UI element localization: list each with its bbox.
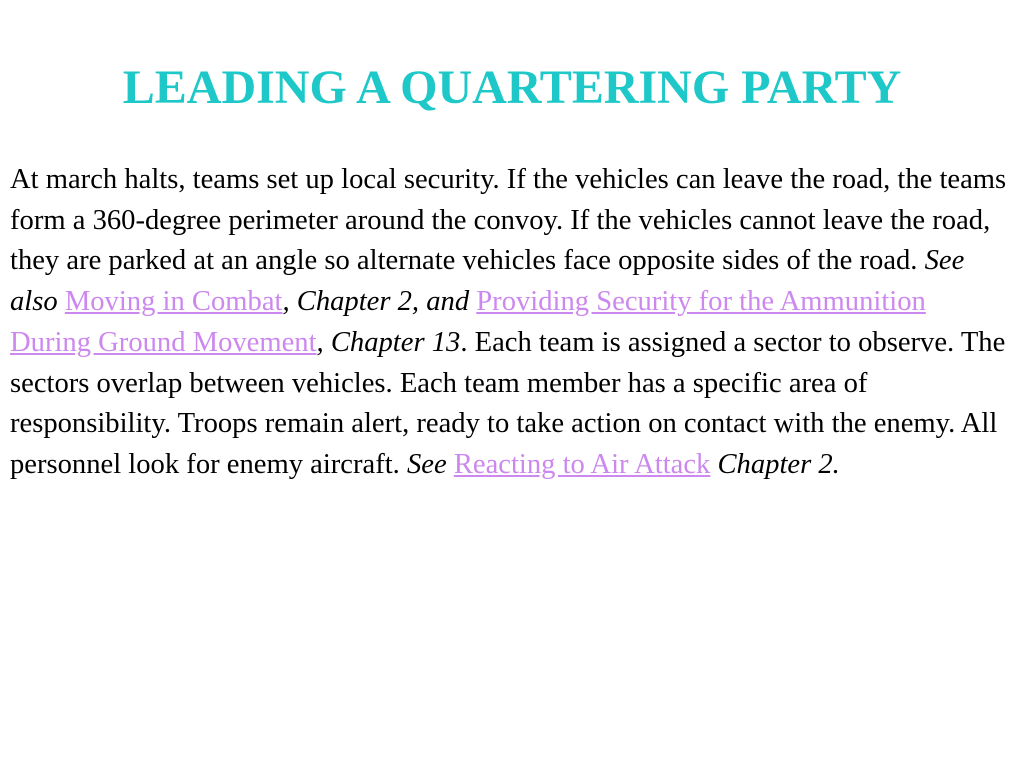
paragraph-text-1: At march halts, teams set up local security. If the vehicles can leave the road, the teams form a 360-degree perimeter around the convoy. If the vehicles cannot leave the road, they are parked at an angle so alternate vehicles face opposite sides of the road. <box>10 164 1007 277</box>
link-providing-security-ammunition[interactable]: Providing Security for the Ammunition During Ground Movement <box>10 286 926 358</box>
see-text: See <box>406 448 447 480</box>
reference-chapter-13: , Chapter 13 <box>316 326 461 358</box>
body-paragraph <box>10 160 1010 486</box>
page-title: LEADING A QUARTERING PARTY <box>122 61 902 114</box>
link-moving-in-combat[interactable]: Moving in Combat <box>64 286 283 318</box>
paragraph-text-2: . Each team is assigned a sector to observe. The sectors overlap between vehicles. Each team member has a specific area of responsibility. Troops remain alert, ready to take action on contact with the enemy. All personnel look for enemy aircraft. <box>10 326 1006 480</box>
reference-chapter-2: , Chapter 2, and <box>282 286 470 318</box>
see-also-text: See also <box>10 245 965 318</box>
link-reacting-to-air-attack[interactable]: Reacting to Air Attack <box>453 448 711 480</box>
reference-chapter-2-final: Chapter 2. <box>717 448 840 480</box>
